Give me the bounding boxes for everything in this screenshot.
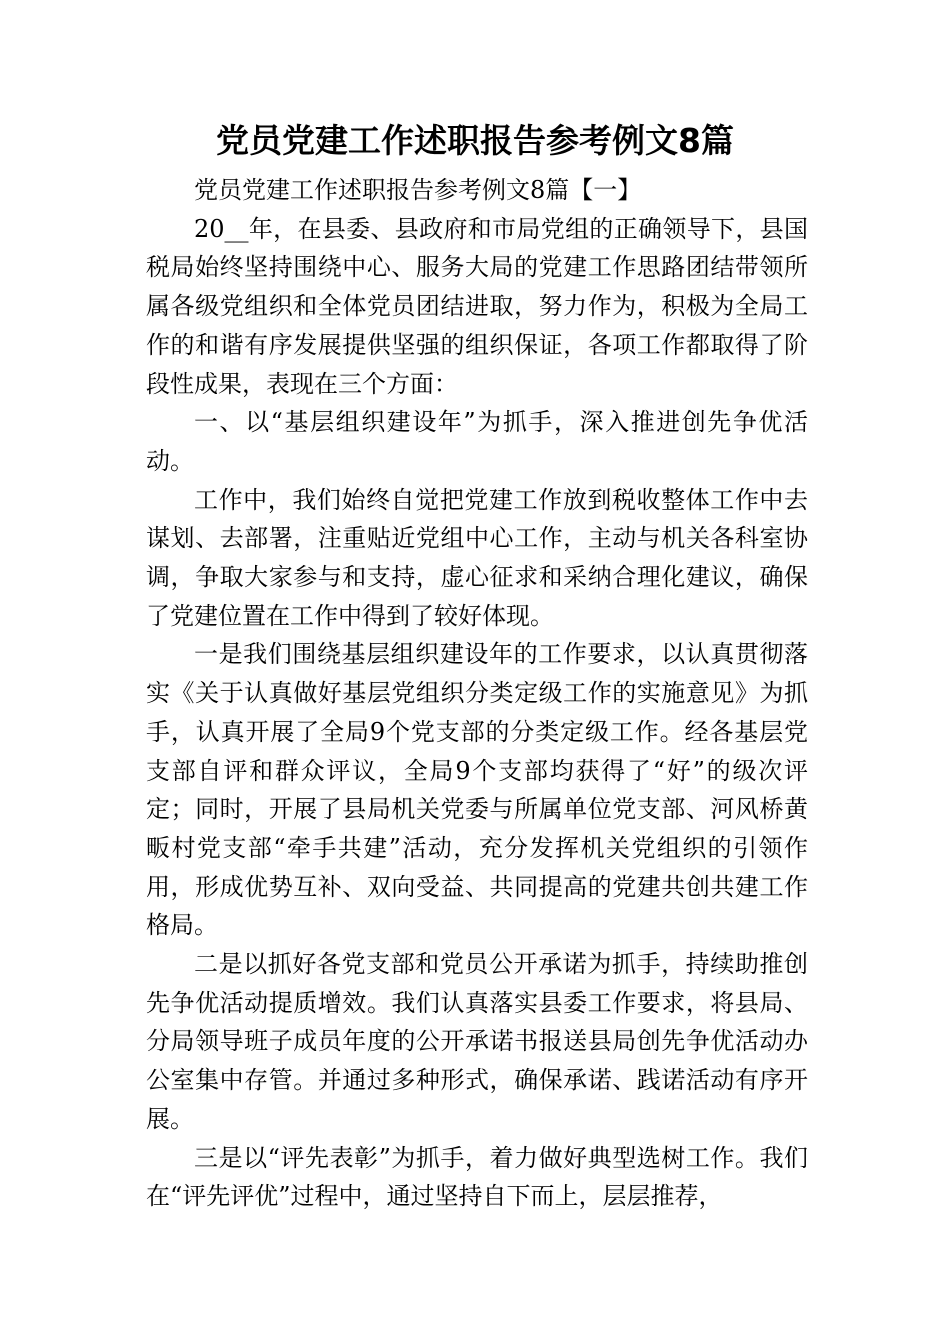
document-title: 党员党建工作述职报告参考例文8篇 bbox=[216, 121, 734, 160]
paragraph: 一、以“基层组织建设年”为抓手，深入推进创先争优活动。 bbox=[146, 408, 808, 475]
paragraph: 20__年，在县委、县政府和市局党组的正确领导下，县国税局始终坚持围绕中心、服务大局的党建工作思路团结带领所属各级党组织和全体党员团结进取，努力作为，积极为全局工作的和谐有序发展提供坚强的组织保证，各项工作都取得了阶段性成果，表现在三个方面： bbox=[146, 214, 808, 398]
paragraph: 二是以抓好各党支部和党员公开承诺为抓手，持续助推创先争优活动提质增效。我们认真落实县委工作要求，将县局、分局领导班子成员年度的公开承诺书报送县局创先争优活动办公室集中存管。并通过多种形式，确保承诺、践诺活动有序开展。 bbox=[146, 950, 808, 1133]
paragraph: 一是我们围绕基层组织建设年的工作要求，以认真贯彻落实《关于认真做好基层党组织分类定级工作的实施意见》为抓手，认真开展了全局9个党支部的分类定级工作。经各基层党支部自评和群众评议，全局9个支部均获得了“好”的级次评定；同时，开展了县局机关党委与所属单位党支部、河风桥黄畈村党支部“牵手共建”活动，充分发挥机关党组织的引领作用，形成优势互补、双向受益、共同提高的党建共创共建工作格局。 bbox=[146, 640, 808, 940]
section-heading: 党员党建工作述职报告参考例文8篇【一】 bbox=[194, 176, 642, 204]
paragraph: 三是以“评先表彰”为抓手，着力做好典型选树工作。我们在“评先评优”过程中，通过坚持自下而上，层层推荐， bbox=[146, 1143, 808, 1211]
paragraph: 工作中，我们始终自觉把党建工作放到税收整体工作中去谋划、去部署，注重贴近党组中心工作，主动与机关各科室协调，争取大家参与和支持，虚心征求和采纳合理化建议，确保了党建位置在工作中得到了较好体现。 bbox=[146, 485, 808, 630]
document-body bbox=[146, 171, 808, 1216]
